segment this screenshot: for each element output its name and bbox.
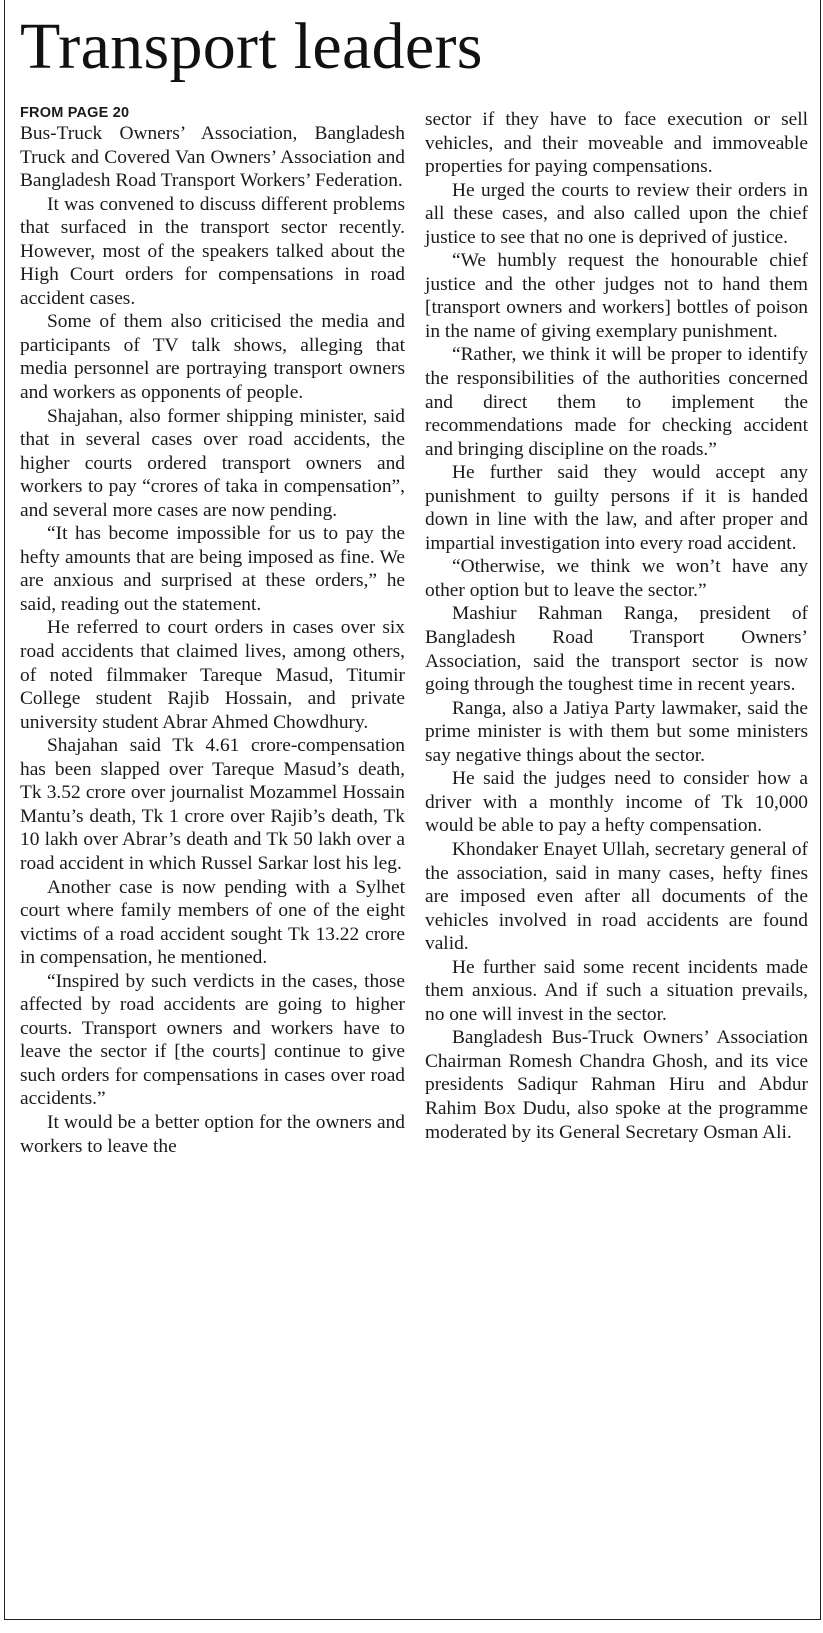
paragraph: He said the judges need to consider how a driver with a monthly income of Tk 10,000 would be able to pay a hefty compensation. (425, 768, 808, 837)
paragraph: He referred to court orders in cases over six road accidents that claimed lives, among others, of noted filmmaker Tareque Masud, Titumir College student Rajib Hossain, and private university student Abrar Ahmed Chowdhury. (20, 617, 405, 733)
paragraph: Some of them also criticised the media and participants of TV talk shows, alleging that media personnel are portraying transport owners and workers as opponents of people. (20, 311, 405, 404)
paragraph: He further said some recent incidents made them anxious. And if such a situation prevails, no one will invest in the sector. (425, 956, 808, 1025)
article-column-left (20, 104, 405, 1158)
paragraph: “Rather, we think it will be proper to identify the responsibilities of the authorities concerned and direct them to implement the recommendations made for checking accident and bringing discipline on the roads.” (425, 344, 808, 460)
paragraph: Shajahan, also former shipping minister, said that in several cases over road accidents, the higher courts ordered transport owners and workers to pay “crores of taka in compensation”, and several more cases are now pending. (20, 405, 405, 521)
paragraph: Shajahan said Tk 4.61 crore-compensation has been slapped over Tareque Masud’s death, Tk 3.52 crore over journalist Mozammel Hossain Mantu’s death, Tk 1 crore over Rajib’s death, Tk 10 lakh over Abrar’s death and Tk 50 lakh over a road accident in which Russel Sarkar lost his leg. (20, 735, 405, 874)
paragraph: He further said they would accept any punishment to guilty persons if it is handed down in line with the law, and after proper and impartial investigation into every road accident. (425, 462, 808, 554)
paragraph: sector if they have to face execution or sell vehicles, and their moveable and immoveable properties for paying compensations. (425, 109, 808, 178)
paragraph: It was convened to discuss different problems that surfaced in the transport sector recently. However, most of the speakers talked about the High Court orders for compensations in road accident cases. (20, 193, 405, 309)
paragraph: Ranga, also a Jatiya Party lawmaker, said the prime minister is with them but some ministers say negative things about the sector. (425, 697, 808, 766)
paragraph: “It has become impossible for us to pay the hefty amounts that are being imposed as fine. We are anxious and surprised at these orders,” he said, reading out the statement. (20, 523, 405, 615)
paragraph: He urged the courts to review their orders in all these cases, and also called upon the chief justice to see that no one is deprived of justice. (425, 179, 808, 248)
clipping-border-right (820, 0, 821, 1620)
paragraph: Mashiur Rahman Ranga, president of Bangladesh Road Transport Owners’ Association, said the transport sector is now going through the toughest time in recent years. (425, 603, 808, 696)
continuation-label: FROM PAGE 20 (20, 105, 130, 121)
clipping-border-bottom (4, 1619, 821, 1620)
clipping-border-left (4, 0, 5, 1620)
paragraph: Khondaker Enayet Ullah, secretary general of the association, said in many cases, hefty fines are imposed even after all documents of the vehicles involved in road accidents are found valid. (425, 838, 808, 955)
paragraph: “Inspired by such verdicts in the cases, those affected by road accidents are going to higher courts. Transport owners and workers have to leave the sector if [the courts] continue to give such orders for compensations in cases over road accidents.” (20, 970, 405, 1110)
paragraph: Another case is now pending with a Sylhet court where family members of one of the eight victims of a road accident sought Tk 13.22 crore in compensation, he mentioned. (20, 876, 405, 969)
paragraph: “We humbly request the honourable chief justice and the other judges not to hand them [transport owners and workers] bottles of poison in the name of giving exemplary punishment. (425, 250, 808, 342)
paragraph: It would be a better option for the owners and workers to leave the (20, 1111, 405, 1157)
paragraph: Bus-Truck Owners’ Association, Bangladesh Truck and Covered Van Owners’ Association and Bangladesh Road Transport Workers’ Federation. (20, 123, 405, 192)
paragraph: “Otherwise, we think we won’t have any other option but to leave the sector.” (425, 556, 808, 601)
headline: Transport leaders (20, 10, 483, 83)
paragraph: Bangladesh Bus-Truck Owners’ Association Chairman Romesh Chandra Ghosh, and its vice presidents Sadiqur Rahman Hiru and Abdur Rahim Box Dudu, also spoke at the programme moderated by its General Secretary Osman Ali. (425, 1027, 808, 1143)
article-column-right (425, 108, 808, 1144)
